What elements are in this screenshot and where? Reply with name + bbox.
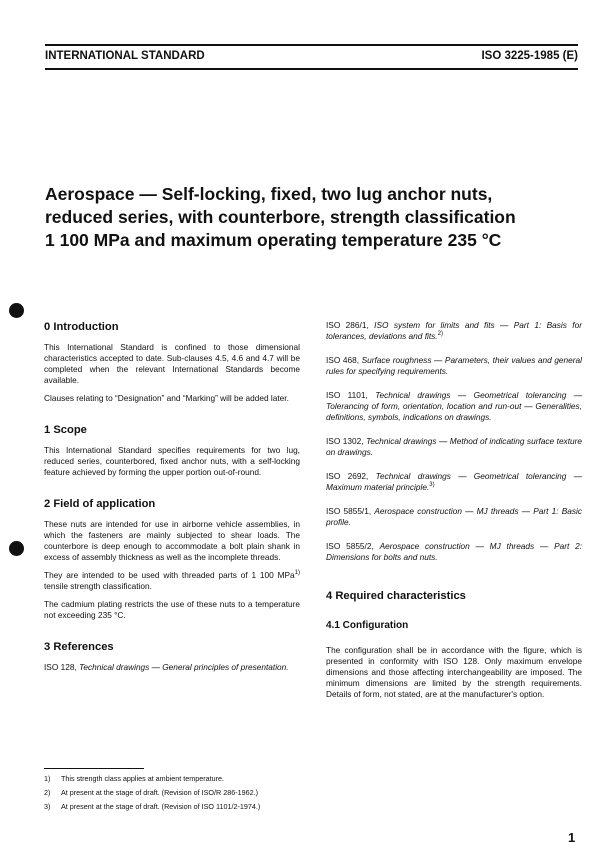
intro-paragraph-2: Clauses relating to “Designation” and “Marking” will be added later. — [44, 393, 289, 403]
intro-paragraph-1: This International Standard is confined to those dimensional characteristics accepted to date. Sub-clauses 4.5, 4.6 and 4.7 will be completed when the relevant International Standards become available. — [44, 342, 300, 385]
heading-field-of-application: 2 Field of application — [44, 498, 156, 510]
left-column — [44, 320, 300, 673]
title-line-3: 1 100 MPa and maximum operating temperature 235 °C — [45, 230, 502, 250]
reference-item: ISO 1101, Technical drawings — Geometrical tolerancing — Tolerancing of form, orientation, location and run-out — Generalities, definitions, symbols, indications on drawings. — [326, 390, 582, 422]
footnote-separator — [44, 768, 144, 769]
field-paragraph-2-start: They are intended to be used with threaded parts of 1 100 MPa — [44, 570, 295, 580]
header-top-rule — [45, 44, 578, 46]
reference-item: ISO 286/1, ISO system for limits and fits — Part 1: Basis for tolerances, deviations and fits.$^{2)}$ — [326, 320, 582, 341]
heading-required-characteristics: 4 Required characteristics — [326, 590, 466, 602]
document-title — [45, 183, 585, 252]
configuration-paragraph: The configuration shall be in accordance with the figure, which is presented in conformity with ISO 128. Only maximum envelope dimensions and those affecting interchangeability are imposed. The minimum dimensions are limited by the strength requirements. Details of form, not stated, are at the manufacturer's option. — [326, 645, 582, 699]
title-line-1: Aerospace — Self-locking, fixed, two lug anchor nuts, — [45, 184, 493, 204]
reference-item: ISO 468, Surface roughness — Parameters, their values and general rules for specifying requirements. — [326, 355, 582, 376]
reference-item: ISO 128, Technical drawings — General principles of presentation. — [44, 662, 289, 672]
footnote-1: 1) This strength class applies at ambient temperature. — [44, 774, 224, 783]
field-paragraph-3: The cadmium plating restricts the use of these nuts to a temperature not exceeding 235 °C. — [44, 599, 300, 620]
footnote-ref-1: 1) — [294, 570, 300, 577]
footnote-ref-2: 2) — [437, 331, 443, 338]
field-paragraph-2-end: tensile strength classification. — [44, 581, 152, 591]
margin-dot-mark — [9, 303, 24, 318]
reference-item: ISO 2692, Technical drawings — Geometrical tolerancing — Maximum material principle.$^{3)}$ — [326, 471, 582, 492]
reference-item: ISO 1302, Technical drawings — Method of indicating surface texture on drawings. — [326, 436, 583, 457]
heading-references: 3 References — [44, 641, 114, 653]
footnote-2: 2) At present at the stage of draft. (Revision of ISO/R 286-1962.) — [44, 788, 258, 797]
heading-scope: 1 Scope — [44, 424, 87, 436]
header-bottom-rule — [45, 68, 578, 70]
scope-paragraph: This International Standard specifies requirements for two lug, reduced series, counterbored, fixed anchor nuts, with a self-locking feature achieved by forming the upper portion out-of-round. — [44, 445, 300, 477]
page-number: 1 — [568, 830, 576, 845]
header-standard-type: INTERNATIONAL STANDARD — [45, 50, 205, 62]
footnote-3: 3) At present at the stage of draft. (Revision of ISO 1101/2-1974.) — [44, 802, 261, 811]
field-paragraph-2 — [44, 570, 300, 592]
heading-configuration: 4.1 Configuration — [326, 620, 409, 631]
field-paragraph-1: These nuts are intended for use in airborne vehicle assemblies, in which the fasteners are mainly subjected to shear loads. The counterbore is deep enough to accommodate a bolt plain shank in excess of assembly thickness as well as the incomplete threads. — [44, 519, 300, 562]
right-column — [326, 320, 582, 700]
footnote-ref-3: 3) — [429, 482, 435, 489]
reference-item: ISO 5855/1, Aerospace construction — MJ threads — Part 1: Basic profile. — [326, 506, 583, 527]
reference-item: ISO 5855/2, Aerospace construction — MJ threads — Part 2: Dimensions for bolts and nuts. — [326, 541, 583, 562]
heading-introduction: 0 Introduction — [44, 321, 119, 333]
header-standard-number: ISO 3225-1985 (E) — [481, 50, 578, 62]
margin-dot-mark — [9, 541, 24, 556]
title-line-2: reduced series, with counterbore, strength classification — [45, 207, 516, 227]
